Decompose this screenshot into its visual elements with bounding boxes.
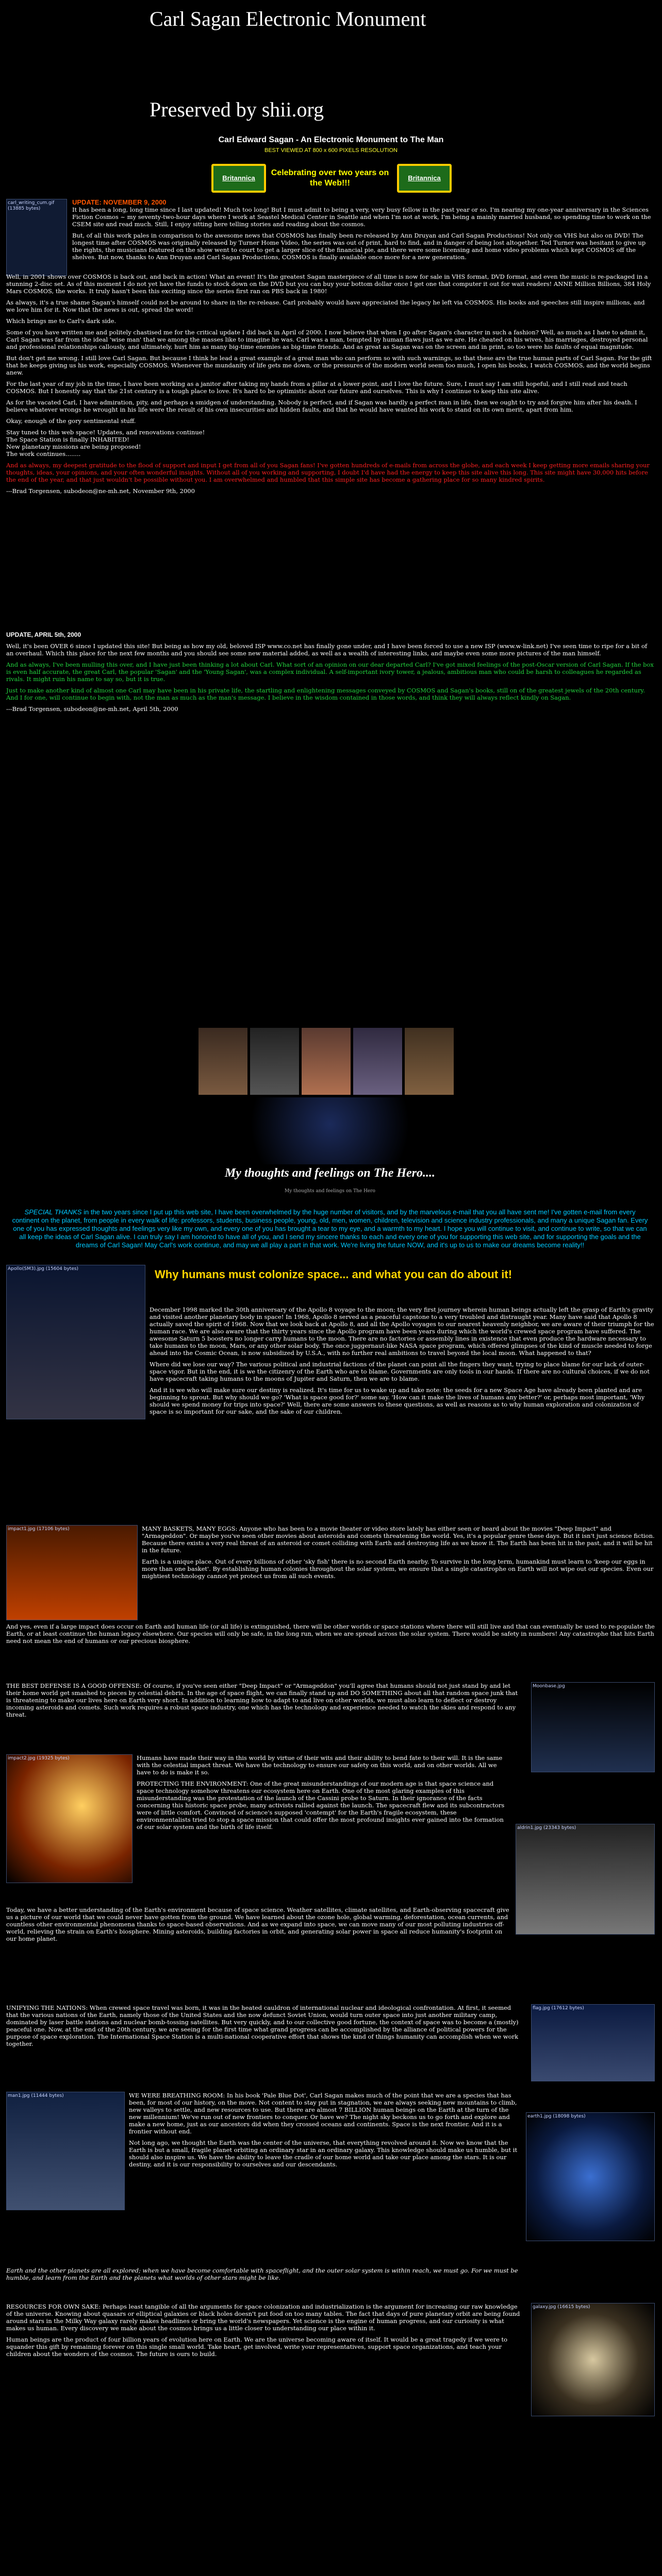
essay-p4a: MANY BASKETS, MANY EGGS: Anyone who has been to a movie theater or video store lately has either seen or heard about the movies "Deep Impact" and "Armageddon". Or maybe you've seen other movies about asteroids and comets threatening the world. Yes, it's a popular genre these days. But it isn't just science fiction. Because there exists a very real threat of an asteroid or comet colliding with Earth and destroying life as we know it. The Earth has been hit in the past, and it will be hit in the future. (142, 1525, 655, 1554)
britannica-link-left[interactable]: Britannica (211, 164, 266, 193)
update-body-1: It has been a long, long time since I last updated! Much too long! But I must admit to being a very, very busy fellow in the past year or so. I'm nearing my one-year anniversary in the Sciences Fiction Cosmos ~ my seventy-two-hour days where I work at Seastel Medical Center in Seattle and when I'm not at work, I'm being a mainly married husband, so spending time to work on the CSEM site and read much. Still, I enjoy sitting here telling stories and reading about the cosmos. (72, 206, 651, 228)
thoughts-caption: My thoughts and feelings on The Hero (285, 1189, 375, 1194)
celebration-text: Celebrating over two years on the Web!!! (271, 168, 389, 188)
essay-p2: Where did we lose our way? The various political and industrial factions of the planet can point all the fingers they want, trying to place blame for our lack of outer-space vigor. But in the end, it is we the citizenry of the Earth who are to blame. Governments are only tools in our hands. If there are no cultural choices, if we do not have spacecraft taking humans to the moons of Jupiter and Saturn, then we are to blame. (150, 1361, 650, 1382)
planetary-line: New planetary missions are being proposed! (6, 443, 141, 450)
update-2-body-1: Well, it's been OVER 6 since I updated this site! But being as how my old, beloved ISP www.co.net has finally gone under, and I have been forced to use a new ISP (www.w-link.net) I've seen time to ripe for a bit of an overhaul. Which this place for the next few months and you should see some new material added, as well as a wealth of interesting links, and maybe even some more pictures of the man himself. (6, 642, 648, 657)
update-2-body-2: And as always, I've been mulling this over, and I have just been thinking a lot about Carl. What sort of an opinion on our dear departed Carl? I've got mixed feelings of the post-Oscar version of Carl Sagan. If the box is even half accurate, the great Carl, the popular 'Sagan' and the 'Young Sagan', was a complex individual. A self-important ivory tower, a jealous, ambitious man who could be harsh to colleagues he regarded as rivals. It might ruin his name to say so, but it is true. (6, 661, 654, 683)
essay-p4c: And yes, even if a large impact does occur on Earth and human life (or all life) is extinguished, there will be other worlds or space stations where there will still live and that can eventually be used to re-populate the Earth, or at least continue the human legacy elsewhere. Our species will only be safe, in the long run, when we are spread across the solar system. There would be safety in numbers! Any catastrophe that hits Earth need not mean the end of humans or our precious biosphere. (6, 1623, 655, 1645)
update-heading: UPDATE: NOVEMBER 9, 2000 (72, 198, 167, 206)
impact1-image: impact1.jpg (17106 bytes) (6, 1525, 138, 1620)
dark-side-heading: Which brings me to Carl's dark side. (6, 317, 117, 325)
masthead (0, 0, 662, 134)
update-body-6: But don't get me wrong. I still love Carl Sagan. But because I think he lead a great example of a great man who can perform so with such warnings, so that these are the true human parts of Carl Sagan. For the gift that he keeps giving us his work, especially COSMOS. Whenever the mundanity of life gets me down, or the pressures of the modern world seem too much, I open his books, I watch COSMOS, and the world begins anew. (6, 354, 652, 376)
essay-p12: Earth and the other planets are all explored; when we have become comfortable with spaceflight, and the outer solar system is within reach, we must go. For we must be humble, and learn from the Earth and the planets what worlds of other stars might be like. (6, 2267, 518, 2281)
essay-p11: Not long ago, we thought the Earth was the center of the universe, that everything revolved around it. Now we know that the Earth is but a small, fragile planet orbiting an ordinary star in an ordinary galaxy. This knowledge should make us humble, but it should also inspire us. We have the ability to leave the cradle of our home world and take our place among the stars. It is our destiny, and it is our responsibility to ourselves and our descendants. (129, 2139, 518, 2168)
essay-part-1 (150, 1306, 655, 1419)
aldrin-image: aldrin1.jpg (23343 bytes) (516, 1824, 655, 1935)
impact2-image: impact2.jpg (19325 bytes) (6, 1754, 133, 1883)
essay-part-8 (129, 2092, 521, 2172)
new-links-line: Stay tuned to this web space! Updates, and renovations continue! (6, 429, 205, 436)
banner (0, 137, 662, 154)
essay-part-9 (6, 2267, 522, 2285)
update-nov-2000-cont (6, 273, 655, 499)
carl-photo-1 (198, 1028, 247, 1095)
earth-image: earth1.jpg (18098 bytes) (526, 2112, 655, 2241)
update-body-2: But, of all this work pales in comparison to the awesome news that COSMOS has finally been re-released by Ann Druyan and Carl Sagan Productions! Not only on VHS but also on DVD! The longest time after COSMOS was originally released by Turner Home Video, the series was out of print, hard to find, and in danger of being lost altogether. Ted Turner was hesitant to give up the rights, the musicians featured on the show went to court to get a larger slice of the financial pie, and there were some licensing and home video problems which kept COSMOS off the shelves. But now, thanks to Ann Druyan and Carl Sagan Productions, COSMOS is finally available once more for a new generation. (72, 232, 646, 261)
update-2-body-3: Just to make another kind of almost one Carl may have been in his private life, the startling and enlightening messages conveyed by COSMOS and Sagan's books, still on of the greatest jewels of the 20th century. And I for one, will continue to begin with, not the man as much as the man's message. I believe in the wisdom contained in those words, and think they will always reflect kindly on Sagan. (6, 687, 645, 701)
essay-p10: WE WERE BREATHING ROOM: In his book 'Pale Blue Dot', Carl Sagan makes much of the point that we are a species that has been, for most of our history, on the move. Not content to stay put in stagnation, we are always seeking new mountains to climb, new valleys to settle, and new resources to use. But there are almost 7 BILLION human beings on the Earth at the turn of the new millennium! We've run out of new frontiers to conquer. Or have we? The night sky beckons us to go forth and explore and make a new home, just as our ancestors did when they crossed oceans and continents. Space is the next frontier. And it is a frontier without end. (129, 2092, 517, 2135)
essay-p5: THE BEST DEFENSE IS A GOOD OFFENSE: Of course, if you've seen either "Deep Impact" or "Armageddon" you'll agree that humans should not just stand by and let their home world get smashed to pieces by celestial debris. In the age of space flight, we can finally stand up and DO SOMETHING about all that random space junk that is threatening to make our lives here on Earth very short. In addition to learning how to adapt to and live on other worlds, we must also learn to deflect or destroy incoming asteroids and comets. Such work requires a robust space industry, one which has the technology and experience needed to watch the skies and respond to any threat. (6, 1682, 518, 1718)
carl-photo-4 (353, 1028, 402, 1095)
flag-image: flag.jpg (17612 bytes) (531, 2004, 655, 2081)
carl-photo-5 (405, 1028, 454, 1095)
essay-part-10 (6, 2303, 522, 2362)
essay-part-2 (142, 1525, 655, 1584)
signature-2: ---Brad Torgensen, subodeon@ne-mh.net, April 5th, 2000 (6, 705, 178, 713)
update-nov-2000 (72, 199, 655, 265)
essay-p14: Human beings are the product of four billion years of evolution here on Earth. We are the universe becoming aware of itself. It would be a great tragedy if we were to squander this gift by remaining forever on this single small world. Take heart, get involved, write your representatives, support space organizations, and teach your children about the wonders of the cosmos. The future is ours to build. (6, 2336, 508, 2358)
continues-line: The work continues........ (6, 450, 81, 457)
special-thanks (10, 1208, 650, 1249)
essay-p8: Today, we have a better understanding of the Earth's environment because of space science. Weather satellites, climate satellites, and Earth-observing spacecraft give us a picture of our world that we could never have gotten from the ground. We have learned about the ozone hole, global warming, deforestation, ocean currents, and countless other environmental phenomena thanks to space-based observations. And as we expand into space, we can move many of our most polluting industries off-world, relieving the strain on Earth's biosphere. Mining asteroids, building factories in orbit, and generating solar power in space all reduce humanity's footprint on our home planet. (6, 1906, 509, 1942)
britannica-link-right[interactable]: Britannica (397, 164, 452, 193)
apollo-image: Apollo(SM3).jpg (15604 bytes) (6, 1265, 145, 1419)
special-thanks-label: SPECIAL THANKS (24, 1208, 82, 1216)
essay-heading: Why humans must colonize space... and what you can do about it! (155, 1268, 512, 1281)
carl-writing-image: carl_writing_cum.gif (13885 bytes) (6, 199, 67, 276)
space-station-line: The Space Station is finally INHABITED! (6, 436, 129, 443)
banner-heading: Carl Edward Sagan - An Electronic Monument to The Man (218, 135, 444, 144)
special-thanks-text: in the two years since I put up this web site, I have been overwhelmed by the huge number of visitors, and by the marvelous e-mail that you all have sent me! I've gotten e-mail from every continent on the planet, from people in every walk of life: professors, students, business people, young, old, men, women, children, television and science industry professionals, and many a unique Sagan fan. Every one of you has expressed thoughts and feelings very like my own, and every one of you has brought a tear to my eye, and a warmth to my heart. I hope you will continue to visit, and continue to write, so that we can all keep the ideas of Carl Sagan alive. I can truly say I am honored to have all of you, and I send my sincere thanks to each and every one of you for supporting this web site, and for supporting the goals and the dreams of Carl Sagan! May Carl's work continue, and may we all play a part in that work. We're living the future NOW, and it's up to us to make our dreams become reality!! (12, 1208, 648, 1249)
update-april-2000 (6, 631, 655, 717)
site-title: Carl Sagan Electronic Monument (150, 7, 426, 30)
galaxy-image: galaxy.jpg (16615 bytes) (531, 2303, 655, 2416)
carl-photo-3 (302, 1028, 351, 1095)
man-image: man1.jpg (11444 bytes) (6, 2092, 125, 2210)
essay-part-7 (6, 2004, 522, 2052)
essay-part-5 (137, 1754, 508, 1835)
essay-p13: RESOURCES FOR OWN SAKE: Perhaps least tangible of all the arguments for space colonization and industrialization is the argument for increasing our raw knowledge of the universe. Knowing about quasars or elliptical galaxies or black holes doesn't put food on too many tables. The fact that days of pure planetary orbit are being found around stars in the Milky Way galaxy rarely makes headlines or bring the world's newspapers. Yet science is the engine of human progress, and our curiosity is what makes us human. Every discovery we make about the cosmos brings us a little closer to understanding our place within it. (6, 2303, 520, 2332)
update-body-7: For the last year of my job in the time, I have been working as a janitor after taking my hands from a pillar at a lower point, and I love the future. Sure, I must say I am still hopeful, and I still read and teach COSMOS. But I honestly say that the 21st century is a tough place to love. It's hard to be optimistic about our future and ourselves. This is why I continue to keep this site alive. (6, 380, 627, 395)
carl-photo-2 (250, 1028, 299, 1095)
okay-line: Okay, enough of the gory sentimental stuff. (6, 417, 136, 425)
update-2-heading: UPDATE, APRIL 5th, 2000 (6, 631, 81, 638)
update-body-5: Some of you have written me and politely chastised me for the critical update I did back in April of 2000. I now believe that when I go after Sagan's character in such a fashion? Well, as much as I hate to admit it, Carl Sagan was far from the ideal 'wise man' that we among the masses like to imagine he was. Carl was a man, tempted by human flaws just as we are. He cheated on his wives, his marriages, destroyed personal and professional relationships callously, and ultimately, hurt him as many big-time enemies as big-time friends. And as great as Sagan was on the screen and in print, so too were his faults of equal magnitude. (6, 329, 648, 350)
essay-p1: December 1998 marked the 30th anniversary of the Apollo 8 voyage to the moon; the very first journey wherein human beings actually left the grasp of Earth's gravity and visited another planetary body in space! In 1968, Apollo 8 served as a peaceful capstone to a very troubled and distraught year. Many have said that Apollo 8 actually saved the spirit of 1968. Now that we look back at Apollo 8, and all the Apollo voyages to our nearest heavenly neighbor, we are aware of their triumph for the human race. We are also aware that the thirty years since the Apollo program have been years during which the world's crewed space program have suffered. The awesome Saturn 5 boosters no longer carry humans to the moon. There are no factories or assembly lines in existence that even produce the hardware necessary to take humans to the moon, Mars, or any other solar body. The once juggernaut-like NASA space program, which offered glimpses of the kind of muscle needed to forge ahead into the Cosmic Ocean, is now subsidized by U.S.A., with no further real ambitions to travel beyond the local moon. What happened to that? (150, 1306, 654, 1357)
signature-1: ---Brad Torgensen, subodeon@ne-mh.net, November 9th, 2000 (6, 487, 195, 495)
essay-p7: PROTECTING THE ENVIRONMENT: One of the great misunderstandings of our modern age is that space science and space technology somehow threatens our ecosystem here on Earth. One of the most glaring examples of this misunderstanding was the protestation of the launch of the Cassini probe to Saturn. In their ignorance of the facts concerning this historic space probe, many activists rallied against the launch. The spacecraft flew and its subcontractors were of little comfort. Convinced of science's supposed 'contempt' for the Earth's fragile ecosystem, these environmentalists tried to stop a space mission that could offer the most profound insights ever gained into the formation of our solar system and the birth of life itself. (137, 1780, 505, 1831)
thoughts-heading: My thoughts and feelings on The Hero.... (224, 1166, 436, 1180)
site-subtitle: Preserved by shii.org (150, 98, 324, 121)
best-viewed-note: BEST VIEWED AT 800 x 600 PIXELS RESOLUTION (264, 147, 398, 154)
update-body-4: As always, it's a true shame Sagan's himself could not be around to share in the re-release. Carl probably would have appreciated the legacy he left via COSMOS. His books and speeches still inspire millions, and we love him for it. Now that the news is out, spread the word! (6, 299, 645, 313)
essay-p3: And it is we who will make sure our destiny is realized. It's time for us to wake up and take note: the seeds for a new Space Age have already been planted and are beginning to sprout. But why should we go? 'What is space good for?' some say. 'How can it make the lives of humans any better?' or, perhaps most important, 'Why should we spend money for trips into space?' Well, there are some answers to these questions, as well as reasons as to why human exploration and colonization of space is so important for our sake, and the sake of our children. (150, 1386, 645, 1415)
update-body-3: Well, in 2001 shows over COSMOS is back out, and back in action! What an event! It's the greatest Sagan masterpiece of all time is now for sale in VHS format, DVD format, and even the music is re-packaged in a stunning 2-disc set. As of this moment I do not yet have the funds to stock down on the DVD but you can buy your bottom dollar once I get one that computer it out for wait readers! ANNE Million Billions, 384 Holy Mars COSMOS, the works. It truly hasn't been this exciting since the series first ran on PBS back in 1980! (6, 273, 651, 295)
essay-part-6 (6, 1906, 511, 1946)
essay-p6: Humans have made their way in this world by virtue of their wits and their ability to bend fate to their will. It is the same with the celestial impact threat. We have the technology to ensure our safety on this world, and on other worlds. All we have to do is make it so. (137, 1754, 503, 1776)
moonbase-image: Moonbase.jpg (531, 1682, 655, 1772)
essay-p9: UNIFYING THE NATIONS: When crewed space travel was born, it was in the heated cauldron of international nuclear and ideological confrontation. At first, it seemed that the various nations of the Earth, namely those of the United States and the now defunct Soviet Union, would turn outer space into just another military camp, dominated by laser battle stations and nuclear bomb-tossing satellites. But very quickly, and to our collective good fortune, the context of space was to become a (mostly) peaceful one. Now, at the end of the 20th century, we are seeing for the first time what grand progress can be accomplished by the alliance of political powers for the purpose of space exploration. The International Space Station is a multi-national cooperative effort that shows the kind of things humanity can accomplish when we work together. (6, 2004, 519, 2047)
cosmos-banner-image (224, 1097, 436, 1164)
essay-part-4 (6, 1682, 522, 1722)
essay-part-3 (6, 1623, 655, 1649)
update-body-8: As for the vacated Carl, I have admiration, pity, and perhaps a smidgen of understanding. Nobody is perfect, and if Sagan was hardly a perfect man in life, then we ought to try and forgive him after his death. I believe whatever wrongs he wrought in his life were the result of his own insecurities and hidden faults, and that he would have wanted his work to stand on its own merit, apart from him. (6, 399, 637, 413)
gratitude-paragraph: And as always, my deepest gratitude to the flood of support and input I get from all of you Sagan fans! I've gotten hundreds of e-mails from across the globe, and each week I keep getting more emails sharing your thoughts, ideas, your opinions, and your often wonderful insights. Without all of you working and supporting, I doubt I'd have had the energy to keep this site alive this long. This site might have 30,000 hits before the end of the year, and that just wouldn't be possible without you. I am overwhelmed and humbled that this simple site has become a gathering place for so many kindred spirits. (6, 462, 650, 483)
essay-p4b: Earth is a unique place. Out of every billions of other 'sky fish' there is no second Earth nearby. To survive in the long term, humankind must learn to 'keep our eggs in more than one basket'. By establishing human colonies throughout the solar system, we ensure that a single catastrophe on Earth will not wipe out our species. Even our mightiest technology cannot yet protect us from all such events. (142, 1558, 654, 1580)
